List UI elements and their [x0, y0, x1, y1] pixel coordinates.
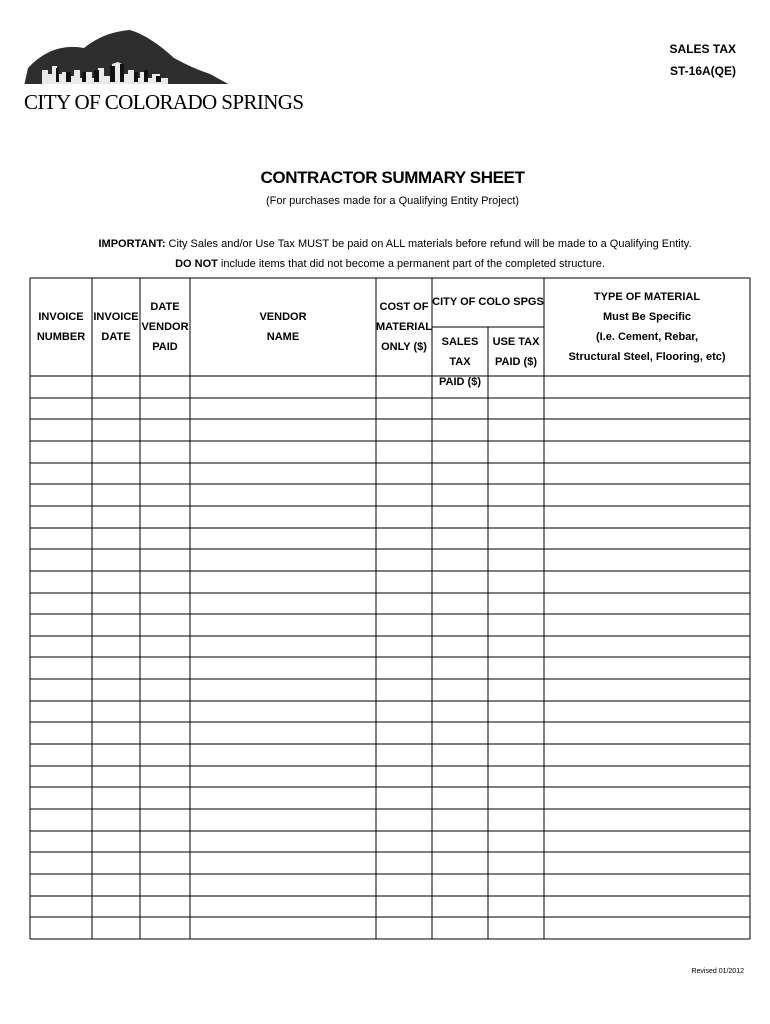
- header-invoice-date: INVOICE DATE: [93, 311, 139, 343]
- table-row[interactable]: [30, 896, 750, 918]
- do-not-label: DO NOT: [175, 258, 218, 270]
- page-subtitle: (For purchases made for a Qualifying Entity Project): [265, 195, 520, 207]
- table-row[interactable]: [30, 484, 750, 506]
- table-row[interactable]: [30, 441, 750, 463]
- header-vendor-name: VENDOR NAME: [259, 311, 307, 343]
- table-row[interactable]: [30, 701, 750, 723]
- form-id-line1: SALES TAX: [669, 42, 736, 56]
- table-row[interactable]: [30, 593, 750, 615]
- header-invoice-number: INVOICE NUMBER: [36, 311, 86, 343]
- table-row[interactable]: [30, 571, 750, 593]
- table-row[interactable]: [30, 679, 750, 701]
- table-row[interactable]: [30, 874, 750, 896]
- table-row[interactable]: [30, 398, 750, 420]
- table-row[interactable]: [30, 463, 750, 485]
- revised-date: Revised 01/2012: [691, 968, 744, 975]
- table-row[interactable]: [30, 636, 750, 658]
- header-city-colo-spgs: CITY OF COLO SPGS: [432, 296, 544, 308]
- important-text: City Sales and/or Use Tax MUST be paid on ALL materials before refund will be made to a Qualifying Entity.: [165, 238, 692, 250]
- table-row[interactable]: [30, 787, 750, 809]
- table-row[interactable]: [30, 657, 750, 679]
- header-cost-of-material: COST OF MATERIAL ONLY ($): [376, 301, 433, 353]
- table-row[interactable]: [30, 809, 750, 831]
- logo-text: CITY OF COLORADO SPRINGS: [24, 90, 304, 114]
- important-label: IMPORTANT:: [98, 238, 166, 250]
- table-row[interactable]: [30, 528, 750, 550]
- table-row[interactable]: [30, 744, 750, 766]
- page-title: CONTRACTOR SUMMARY SHEET: [260, 168, 525, 187]
- table-row[interactable]: [30, 376, 750, 398]
- table-row[interactable]: [30, 549, 750, 571]
- table-row[interactable]: [30, 419, 750, 441]
- table-row[interactable]: [30, 766, 750, 788]
- table-row[interactable]: [30, 917, 750, 939]
- do-not-text: include items that did not become a permanent part of the completed structure.: [217, 258, 605, 270]
- header-date-vendor-paid: DATE VENDOR PAID: [141, 301, 189, 353]
- form-id-line2: ST-16A(QE): [669, 64, 736, 78]
- table-row[interactable]: [30, 831, 750, 853]
- table-row[interactable]: [30, 722, 750, 744]
- table-row[interactable]: [30, 506, 750, 528]
- header-type-of-material: TYPE OF MATERIAL Must Be Specific (I.e. Cement, Rebar, Structural Steel, Flooring, etc): [568, 291, 726, 363]
- table-row[interactable]: [30, 614, 750, 636]
- table-row[interactable]: [30, 852, 750, 874]
- header-use-tax-paid: USE TAX PAID ($): [492, 336, 540, 368]
- header-sales-tax-paid: SALES TAX PAID ($): [439, 336, 481, 388]
